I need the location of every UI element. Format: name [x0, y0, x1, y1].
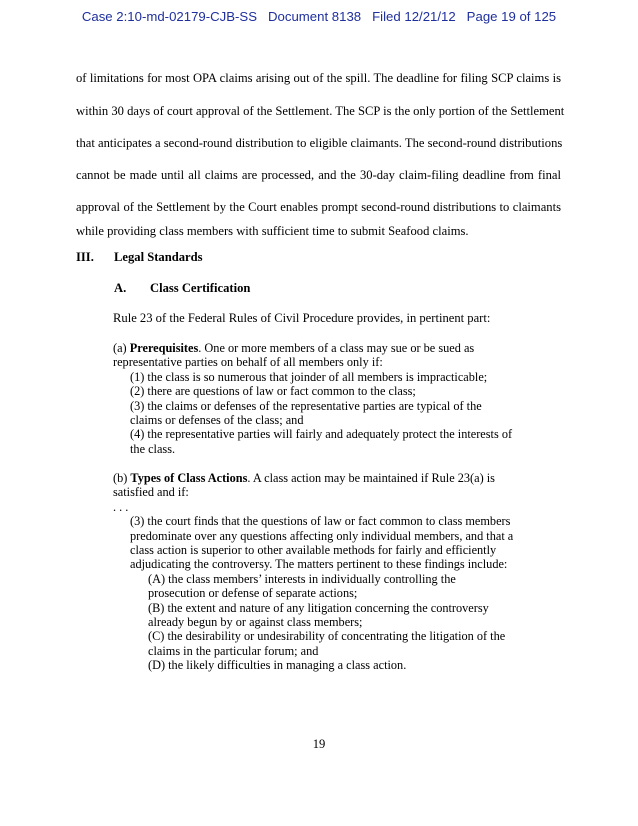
paragraph-line: cannot be made until all claims are processed, and the 30-day claim-filing deadline from final [76, 168, 561, 182]
rule-a-heading: Prerequisites [129, 341, 199, 355]
rule-b-item: class action is superior to other available methods for fairly and efficiently [130, 543, 497, 557]
subsection-letter: A. [114, 281, 127, 295]
rule-a-line [113, 341, 474, 355]
rule-b-subitem: (A) the class members’ interests in individually controlling the [148, 571, 456, 586]
rule-b-line: satisfied and if: [113, 485, 189, 500]
rule-b-subitem: (C) the desirability or undesirability of concentrating the litigation of the [148, 629, 506, 644]
ellipsis: . . . [113, 499, 129, 514]
rule-b-line [113, 471, 495, 485]
page-number: 19 [312, 737, 326, 751]
rule-a-line: representative parties on behalf of all members only if: [113, 355, 383, 370]
rule-b-subitem: (B) the extent and nature of any litigation concerning the controversy [148, 600, 489, 615]
subsection-title: Class Certification [150, 281, 251, 295]
section-title: Legal Standards [114, 250, 203, 264]
rule-a-item: (4) the representative parties will fairly and adequately protect the interests of [130, 427, 513, 442]
rule-b-text: . A class action may be maintained if Rule 23(a) is [247, 471, 495, 485]
rule-b-heading: Types of Class Actions [130, 471, 248, 485]
rule-a-item: the class. [130, 441, 176, 456]
paragraph-line: within 30 days of court approval of the Settlement. The SCP is the only portion of the Settlement [76, 104, 565, 118]
rule-a-item: claims or defenses of the class; and [130, 413, 304, 427]
rule-b-item: adjudicating the controversy. The matters pertinent to these findings include: [130, 557, 508, 572]
rule-a-text: . One or more members of a class may sue or be sued as [198, 341, 475, 355]
rule-b-item: predominate over any questions affecting only individual members, and that a [130, 528, 514, 543]
rule-b-subitem: prosecution or defense of separate actions; [148, 586, 358, 601]
case-header: Case 2:10-md-02179-CJB-SS Document 8138 Filed 12/21/12 Page 19 of 125 [81, 9, 557, 24]
rule-b-subitem: (D) the likely difficulties in managing a class action. [148, 658, 407, 673]
rule-a-item: (2) there are questions of law or fact common to the class; [130, 384, 416, 399]
rule-b-subitem: already begun by or against class members; [148, 615, 363, 629]
rule-intro: Rule 23 of the Federal Rules of Civil Procedure provides, in pertinent part: [113, 311, 491, 325]
rule-a-prefix: (a) [113, 341, 130, 355]
paragraph-line: approval of the Settlement by the Court enables prompt second-round distributions to claimants [76, 200, 561, 214]
rule-a-item: (3) the claims or defenses of the representative parties are typical of the [130, 398, 482, 413]
rule-b-prefix: (b) [113, 471, 131, 485]
rule-a-item: (1) the class is so numerous that joinder of all members is impracticable; [130, 369, 488, 384]
section-number: III. [76, 250, 94, 264]
paragraph-line: while providing class members with sufficient time to submit Seafood claims. [76, 224, 469, 238]
paragraph-line: that anticipates a second-round distribution to eligible claimants. The second-round distributions [76, 136, 563, 150]
rule-b-subitem: claims in the particular forum; and [148, 643, 319, 658]
rule-b-item: (3) the court finds that the questions of law or fact common to class members [130, 514, 511, 529]
paragraph-line: of limitations for most OPA claims arising out of the spill. The deadline for filing SCP claims is [76, 71, 561, 85]
